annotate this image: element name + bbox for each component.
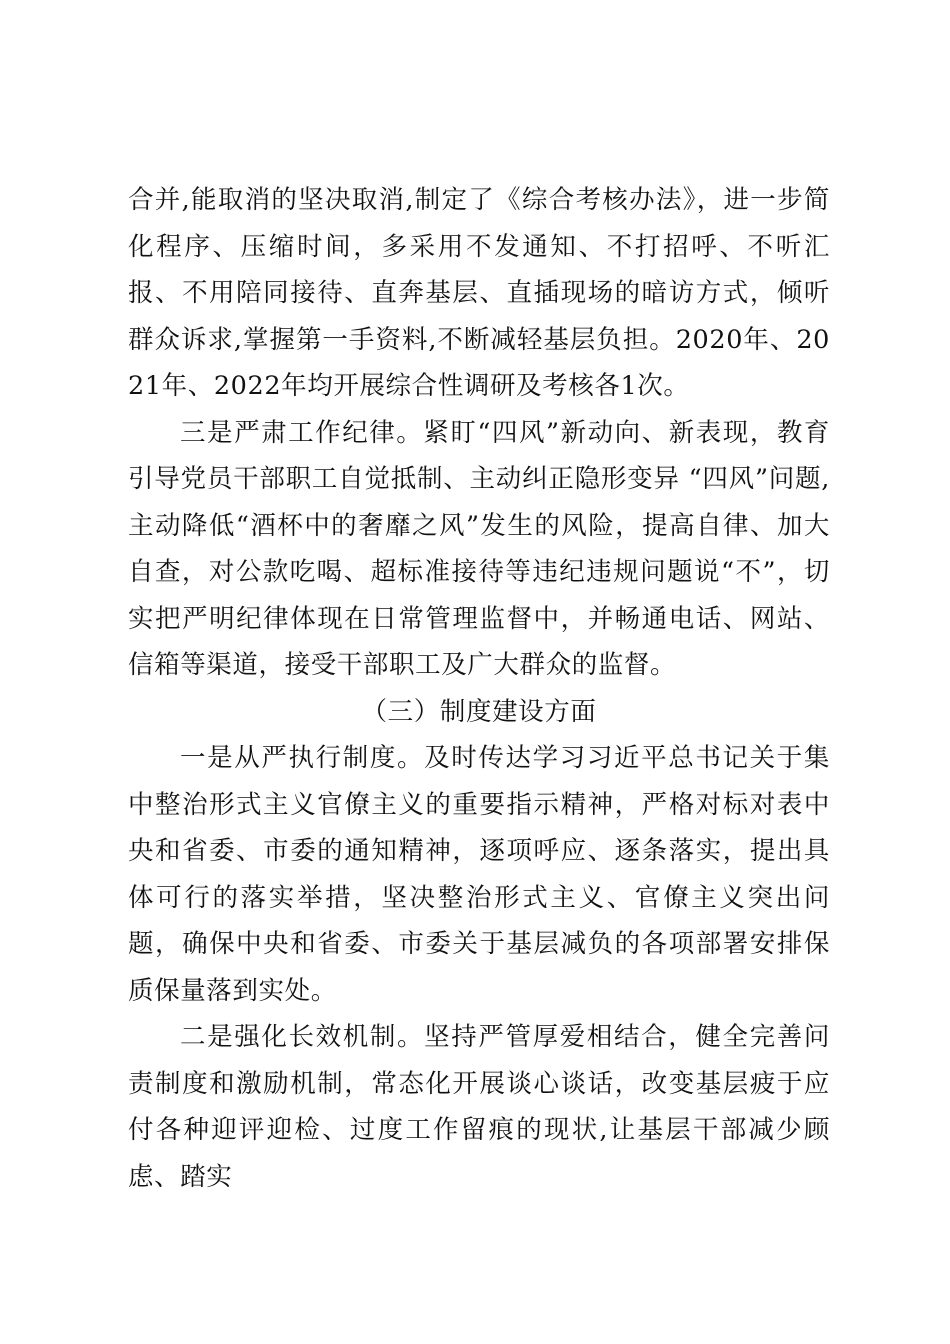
paragraph-strict-enforcement: 一是从严执行制度。及时传达学习习近平总书记关于集中整治形式主义官僚主义的重要指示精神，严格对标对表中央和省委、市委的通知精神，逐项呼应、逐条落实，提出具体可行的落实举措，坚决整治形式主义、官僚主义突出问题，确保中央和省委、市委关于基层减负的各项部署安排保质保量落到实处。: [128, 743, 830, 1006]
section-heading-institution-building: （三）制度建设方面: [361, 696, 597, 727]
paragraph-assessment-continuation: 合并,能取消的坚决取消,制定了《综合考核办法》，进一步简化程序、压缩时间，多采用不发通知、不打招呼、不听汇报、不用陪同接待、直奔基层、直插现场的暗访方式，倾听群众诉求,掌握第一手资料,不断减轻基层负担。2020年、2021年、2022年均开展综合性调研及考核各1次。: [128, 185, 830, 401]
paragraph-work-discipline: 三是严肃工作纪律。紧盯“四风”新动向、新表现，教育引导党员干部职工自觉抵制、主动纠正隐形变异 “四风”问题,主动降低“酒杯中的奢靡之风”发生的风险，提高自律、加大自查，对公款吃喝、超标准接待等违纪违规问题说“不”，切实把严明纪律体现在日常管理监督中，并畅通电话、网站、信箱等渠道，接受干部职工及广大群众的监督。: [128, 417, 830, 680]
document-body: [128, 177, 830, 1200]
paragraph-long-term-mechanism: 二是强化长效机制。坚持严管厚爱相结合，健全完善问责制度和激励机制，常态化开展谈心谈话，改变基层疲于应付各种迎评迎检、过度工作留痕的现状,让基层干部减少顾虑、踏实: [128, 1022, 830, 1192]
